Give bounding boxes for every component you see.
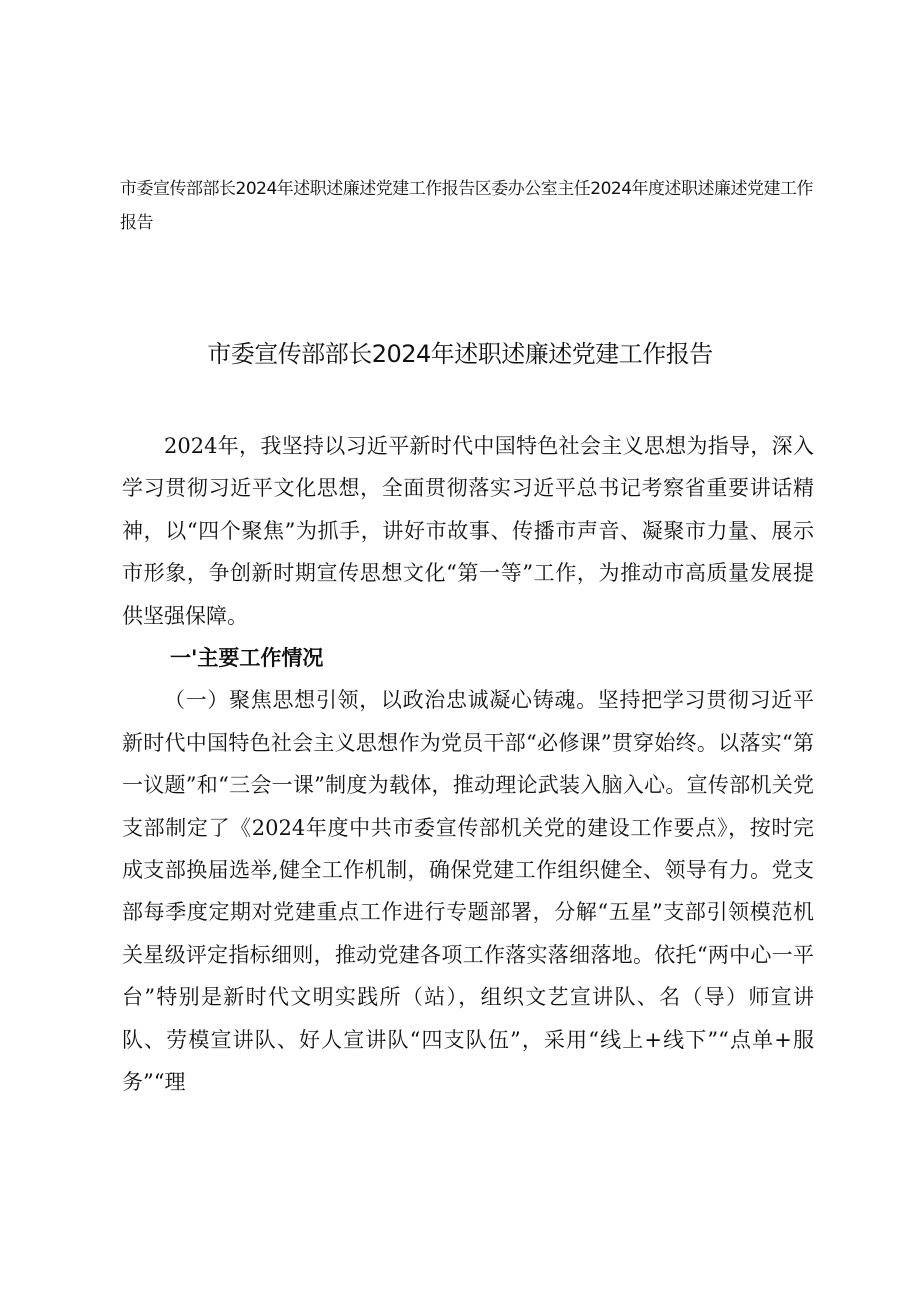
section-heading: 一'主要工作情况 [170, 646, 324, 671]
subsection-paragraph: （一）聚焦思想引领，以政治忠诚凝心铸魂。坚持把学习贯彻习近平新时代中国特色社会主义思想作为党员干部“必修课”贯穿始终。以落实“第一议题”和“三会一课”制度为载体，推动理论武装入脑入心。宣传部机关党支部制定了《2024年度中共市委宣传部机关党的建设工作要点》，按时完成支部换届选举,健全工作机制，确保党建工作组织健全、领导有力。党支部每季度定期对党建重点工作进行专题部署，分解“五星”支部引领模范机关星级评定指标细则，推动党建各项工作落实落细落地。依托“两中心一平台”特别是新时代文明实践所（站），组织文艺宣讲队、名（导）师宣讲队、劳模宣讲队、好人宣讲队“四支队伍”，采用“线上+线下”“点单+服务”“理 [122, 688, 814, 1095]
intro-paragraph: 2024年，我坚持以习近平新时代中国特色社会主义思想为指导，深入学习贯彻习近平文化思想，全面贯彻落实习近平总书记考察省重要讲话精神，以“四个聚焦”为抓手，讲好市故事、传播市声音、凝聚市力量、展示市形象，争创新时期宣传思想文化“第一等”工作，为推动市高质量发展提供坚强保障。 [122, 434, 814, 628]
report-title: 市委宣传部部长2024年述职述廉述党建工作报告 [207, 340, 713, 368]
report-body [122, 425, 814, 1104]
collection-title: 市委宣传部部长2024年述职述廉述党建工作报告区委办公室主任2024年度述职述廉述党建工作报告 [120, 179, 814, 233]
